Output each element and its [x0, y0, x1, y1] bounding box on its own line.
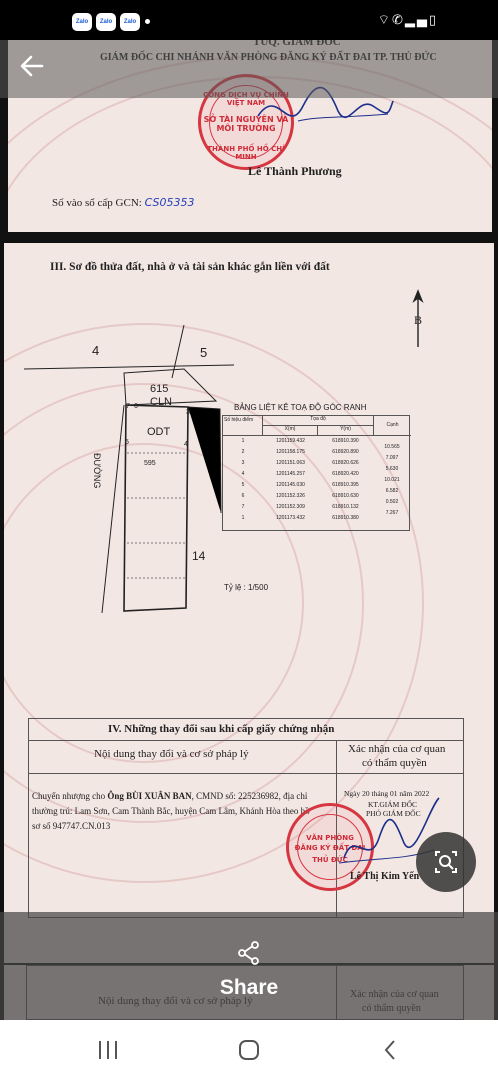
coord-cell-y: 618910.390 [332, 438, 359, 444]
coord-cell-y: 618920.420 [332, 471, 359, 477]
coord-cell-x: 1201158.175 [276, 449, 305, 455]
map-label-area: 595 [144, 460, 156, 467]
battery-icon: ▯ [428, 13, 438, 28]
map-point-3: 3 [186, 409, 190, 416]
north-label: B [414, 313, 423, 327]
map-label-cln: CLN [150, 396, 173, 408]
signer-name: Lê Thành Phương [248, 164, 342, 178]
system-status-icons [378, 12, 438, 28]
coord-cell-x: 1201145.257 [276, 471, 305, 477]
coord-cell-edge: 7.267 [385, 510, 399, 516]
scan-text-icon [416, 832, 476, 892]
home-icon[interactable] [236, 1038, 262, 1062]
wifi-icon: ⌔ [377, 13, 392, 28]
recent-apps-icon[interactable] [96, 1038, 122, 1062]
coord-cell-pt: 1 [241, 438, 245, 444]
coord-cell-pt: 4 [241, 471, 245, 477]
confirm-kt: KT.GIÁM ĐỐC [368, 800, 418, 809]
coord-cell-pt: 6 [241, 493, 245, 499]
changes-col2-header-2: có thẩm quyền [362, 757, 427, 769]
gcn-number-value: CS05353 [144, 196, 195, 209]
share-button[interactable]: Share [219, 976, 279, 999]
coord-table-row [223, 493, 411, 504]
coord-cell-edge: 5.630 [385, 466, 399, 472]
notification-dot-icon [145, 19, 150, 24]
signal-icon: ▂▄ [404, 13, 429, 28]
bottom-action-bar [0, 912, 498, 1020]
call-icon: ✆ [391, 13, 405, 28]
change-entry-line2: thường trú: Lam Sơn, Cam Thành Bắc, huyện Cam Lâm, Khánh Hòa theo hồ [32, 806, 310, 816]
section-4-title: IV. Những thay đổi sau khi cấp giấy chứng nhận [108, 723, 335, 735]
changes-col2-header: Xác nhận của cơ quan [348, 743, 446, 755]
confirm-date: Ngày 20 tháng 01 năm 2022 [344, 789, 430, 798]
coord-cell-pt: 3 [241, 460, 245, 466]
map-scale: Tỷ lệ : 1/500 [224, 583, 269, 592]
coord-table-row [223, 449, 411, 460]
signer-name-2: Lê Thị Kim Yến [350, 871, 420, 882]
coord-table: Số hiệu điểm Tọa độ X(m) Y(m) Cạnh 1 1201159.432 618910.390 10.565 2 1201158.175 618920.890 7.097 3 1201151.063 618920.626 5.630 4 1201145.257 618920.420 10.021 5 1201145.030 618910.395 6.582 6 1201152.326 618910.630 0.502 7 1201152.309 618910.132 7.267 1 1201173.432 618910.380 [222, 415, 410, 531]
back-arrow-icon[interactable] [16, 50, 48, 82]
map-label-5: 5 [200, 345, 208, 360]
gcn-number-label: Số vào sổ cấp GCN: CS05353 [52, 196, 195, 209]
coord-cell-x: 1201173.432 [276, 515, 305, 521]
coord-cell-y: 618920.890 [332, 449, 359, 455]
coord-cell-edge: 10.021 [384, 477, 400, 483]
coord-table-row [223, 438, 411, 449]
status-bar [0, 0, 498, 40]
zalo-notification-icon: Zalo [96, 13, 116, 31]
coord-cell-pt: 5 [241, 482, 245, 488]
zalo-notification-icon: Zalo [72, 13, 92, 31]
map-point-7: 7 [126, 403, 130, 410]
coord-cell-x: 1201152.309 [276, 504, 305, 510]
section-3-title: III. Sơ đồ thửa đất, nhà ở và tài sản khác gắn liền với đất [50, 261, 330, 273]
coord-cell-y: 618910.395 [332, 482, 359, 488]
coord-cell-x: 1201152.326 [276, 493, 305, 499]
coord-table-row [223, 515, 411, 526]
navigation-bar [0, 1020, 498, 1080]
map-point-4: 4 [184, 441, 188, 448]
coord-table-row [223, 504, 411, 515]
coord-table-row [223, 482, 411, 493]
coord-cell-y: 618920.626 [332, 460, 359, 466]
coord-cell-y: 618910.132 [332, 504, 359, 510]
coord-cell-edge: 10.565 [384, 444, 400, 450]
coord-cell-y: 618910.380 [332, 515, 359, 521]
coord-table-row [223, 471, 411, 482]
coord-table-row [223, 460, 411, 471]
map-label-615: 615 [150, 383, 169, 395]
map-point-6: 6 [134, 403, 138, 410]
coord-table-title: BẢNG LIỆT KÊ TOẠ ĐỘ GÓC RANH [234, 403, 367, 412]
official-seal-stamp: VIỆT NAM SỞ TÀI NGUYÊN VÀ MÔI TRƯỜNG THÀNH PHỐ HỒ CHÍ MINH [198, 74, 294, 170]
changes-col1-header: Nội dung thay đổi và cơ sở pháp lý [94, 748, 249, 760]
coord-cell-pt: 7 [241, 504, 245, 510]
back-icon[interactable] [378, 1038, 404, 1062]
scan-text-button[interactable] [416, 832, 476, 892]
coord-cell-edge: 6.582 [385, 488, 399, 494]
change-entry-line1: Chuyển nhượng cho Ông BÙI XUÂN BAN, CMND số: 225236982, địa chỉ [32, 791, 308, 801]
map-label-14: 14 [192, 549, 206, 563]
map-label-odt: ODT [147, 426, 171, 438]
confirm-pho: PHÓ GIÁM ĐỐC [366, 809, 421, 818]
coord-cell-edge: 0.502 [385, 499, 399, 505]
coord-cell-pt: 2 [241, 449, 245, 455]
coord-cell-pt: 1 [241, 515, 245, 521]
map-point-5: 5 [125, 439, 129, 446]
coord-cell-x: 1201145.030 [276, 482, 305, 488]
map-label-4: 4 [92, 343, 100, 358]
zalo-notification-icon: Zalo [120, 13, 140, 31]
coord-cell-x: 1201151.063 [276, 460, 305, 466]
office-seal-stamp: VĂN PHÒNG ĐĂNG KÝ ĐẤT ĐAI THỦ ĐỨC [286, 803, 374, 891]
map-label-road: ĐƯỜNG [92, 453, 102, 489]
coord-cell-edge: 7.097 [385, 455, 399, 461]
coord-cell-y: 618910.630 [332, 493, 359, 499]
share-icon[interactable] [236, 940, 262, 966]
change-entry-line3: sơ số 947747.CN.013 [32, 821, 111, 831]
land-plot-map [24, 323, 254, 623]
coord-cell-x: 1201159.432 [276, 438, 305, 444]
